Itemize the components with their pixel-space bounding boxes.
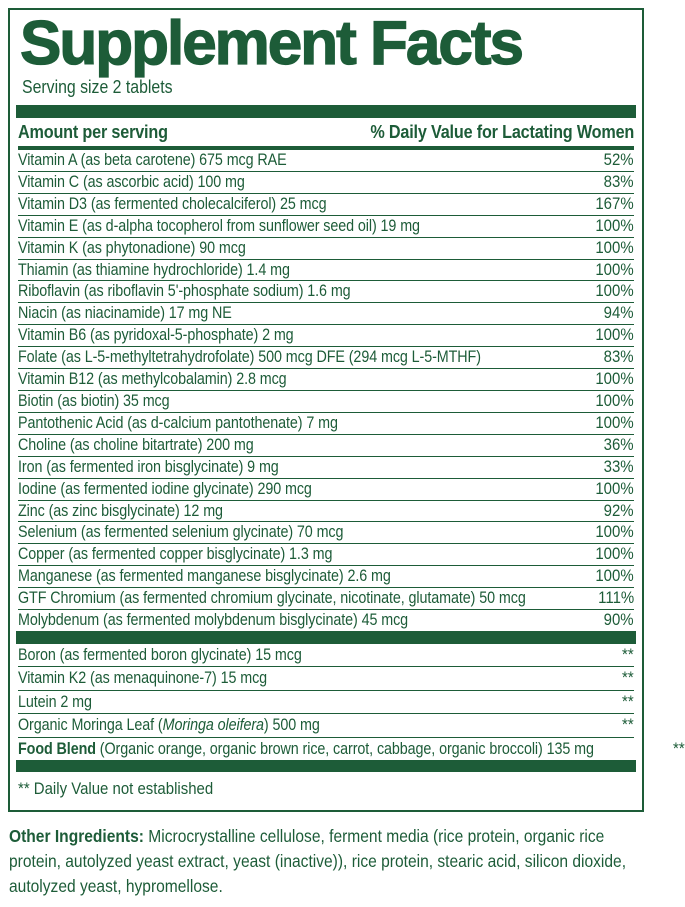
table-row (18, 238, 634, 260)
row-label: Molybdenum (as fermented molybdenum bisglycinate) 45 mcg (18, 611, 409, 630)
row-label: Iodine (as fermented iodine glycinate) 290 mcg (18, 479, 312, 498)
row-label: Vitamin A (as beta carotene) 675 mcg RAE (18, 151, 287, 169)
row-daily-value: 100% (595, 567, 634, 586)
daily-value-footnote: ** Daily Value not established (18, 779, 214, 799)
label-title: Supplement Facts (20, 9, 522, 78)
row-label: Selenium (as fermented selenium glycinate) 70 mcg (18, 523, 344, 542)
table-row (18, 369, 634, 391)
row-daily-value: 100% (595, 370, 634, 389)
table-row (18, 738, 685, 761)
table-row (18, 281, 634, 303)
table-row (18, 260, 634, 282)
row-daily-value: ** (622, 645, 634, 664)
row-label: Organic Moringa Leaf (Moringa oleifera) 500 mg (18, 716, 320, 735)
row-daily-value: 100% (595, 238, 634, 257)
table-row (18, 150, 634, 172)
row-label: Food Blend (Organic orange, organic brown rice, carrot, cabbage, organic broccoli) 135 mg (18, 739, 594, 758)
table-row (18, 325, 634, 347)
table-row (18, 610, 634, 631)
row-label: Pantothenic Acid (as d-calcium pantothenate) 7 mg (18, 413, 338, 432)
table-row (18, 501, 634, 523)
other-ingredients-label: Other Ingredients: (9, 826, 144, 846)
table-row (18, 644, 634, 668)
amount-per-serving-header: Amount per serving (18, 122, 168, 142)
row-label: Vitamin B6 (as pyridoxal-5-phosphate) 2 mg (18, 326, 294, 345)
row-daily-value: 36% (604, 435, 634, 454)
row-label: GTF Chromium (as fermented chromium glycinate, nicotinate, glutamate) 50 mcg (18, 589, 526, 608)
separator-bar-bottom (16, 760, 636, 772)
supplement-facts-label (8, 8, 685, 812)
row-daily-value: 100% (595, 282, 634, 301)
row-label: Iron (as fermented iron bisglycinate) 9 mg (18, 457, 279, 476)
table-row (18, 566, 634, 588)
row-daily-value: 100% (595, 413, 634, 432)
table-row (18, 413, 634, 435)
table-row (18, 303, 634, 325)
row-label: Riboflavin (as riboflavin 5'-phosphate sodium) 1.6 mg (18, 282, 351, 301)
row-label: Vitamin K2 (as menaquinone-7) 15 mcg (18, 669, 268, 688)
row-label: Zinc (as zinc bisglycinate) 12 mg (18, 501, 223, 520)
other-ingredients (9, 824, 646, 899)
other-ingredients-text: Microcrystalline cellulose, ferment media (rice protein, organic rice protein, autolyzed yeast extract, yeast (inactive)), rice protein, stearic acid, silicon dioxide, autolyzed yeast, hypromellose. (9, 826, 627, 896)
row-label: Folate (as L-5-methyltetrahydrofolate) 500 mcg DFE (294 mcg L-5-MTHF) (18, 348, 481, 367)
row-label: Thiamin (as thiamine hydrochloride) 1.4 mg (18, 260, 290, 279)
row-daily-value: ** (622, 692, 634, 711)
table-row (18, 347, 634, 369)
row-daily-value: 100% (595, 545, 634, 564)
main-rows-table (18, 150, 634, 631)
table-row (18, 216, 634, 238)
row-daily-value: 100% (595, 260, 634, 279)
row-daily-value: 83% (604, 348, 634, 367)
row-daily-value: ** (622, 716, 634, 735)
row-daily-value: 167% (595, 194, 634, 213)
row-label: Vitamin K (as phytonadione) 90 mcg (18, 238, 246, 257)
row-daily-value: 100% (595, 391, 634, 410)
row-daily-value: 83% (604, 172, 634, 191)
row-daily-value: 52% (604, 151, 634, 169)
table-row (18, 544, 634, 566)
row-daily-value: 111% (598, 589, 635, 608)
row-daily-value: 100% (595, 523, 634, 542)
table-row (18, 714, 634, 738)
table-header-row (18, 118, 634, 150)
row-label: Choline (as choline bitartrate) 200 mg (18, 435, 254, 454)
row-label: Vitamin D3 (as fermented cholecalciferol) 25 mcg (18, 194, 327, 213)
row-daily-value: ** (673, 739, 685, 758)
table-row (18, 391, 634, 413)
row-daily-value: 100% (595, 479, 634, 498)
row-label: Vitamin C (as ascorbic acid) 100 mg (18, 172, 245, 191)
table-row (18, 588, 634, 610)
table-row (18, 691, 634, 715)
row-daily-value: 94% (604, 304, 634, 323)
separator-bar-middle (16, 631, 636, 644)
row-daily-value: 100% (595, 216, 634, 235)
row-daily-value: 33% (604, 457, 634, 476)
table-row (18, 522, 634, 544)
row-daily-value: 92% (604, 501, 634, 520)
row-label: Copper (as fermented copper bisglycinate) 1.3 mg (18, 545, 333, 564)
table-row (18, 172, 634, 194)
table-row (18, 667, 634, 691)
row-daily-value: 100% (595, 326, 634, 345)
separator-bar-top (16, 105, 636, 118)
table-row (18, 457, 634, 479)
row-label: Lutein 2 mg (18, 692, 92, 711)
row-label: Boron (as fermented boron glycinate) 15 mcg (18, 645, 302, 664)
row-label: Manganese (as fermented manganese bisglycinate) 2.6 mg (18, 567, 391, 586)
row-daily-value: 90% (604, 611, 634, 630)
row-label: Niacin (as niacinamide) 17 mg NE (18, 304, 232, 323)
table-row (18, 435, 634, 457)
secondary-rows-table (18, 644, 685, 761)
row-label: Biotin (as biotin) 35 mcg (18, 391, 170, 410)
table-row (18, 479, 634, 501)
row-label: Vitamin E (as d-alpha tocopherol from sunflower seed oil) 19 mg (18, 216, 420, 235)
row-label: Vitamin B12 (as methylcobalamin) 2.8 mcg (18, 370, 287, 389)
row-daily-value: ** (622, 669, 634, 688)
daily-value-header: % Daily Value for Lactating Women (370, 122, 634, 142)
serving-size: Serving size 2 tablets (22, 77, 173, 97)
table-row (18, 194, 634, 216)
